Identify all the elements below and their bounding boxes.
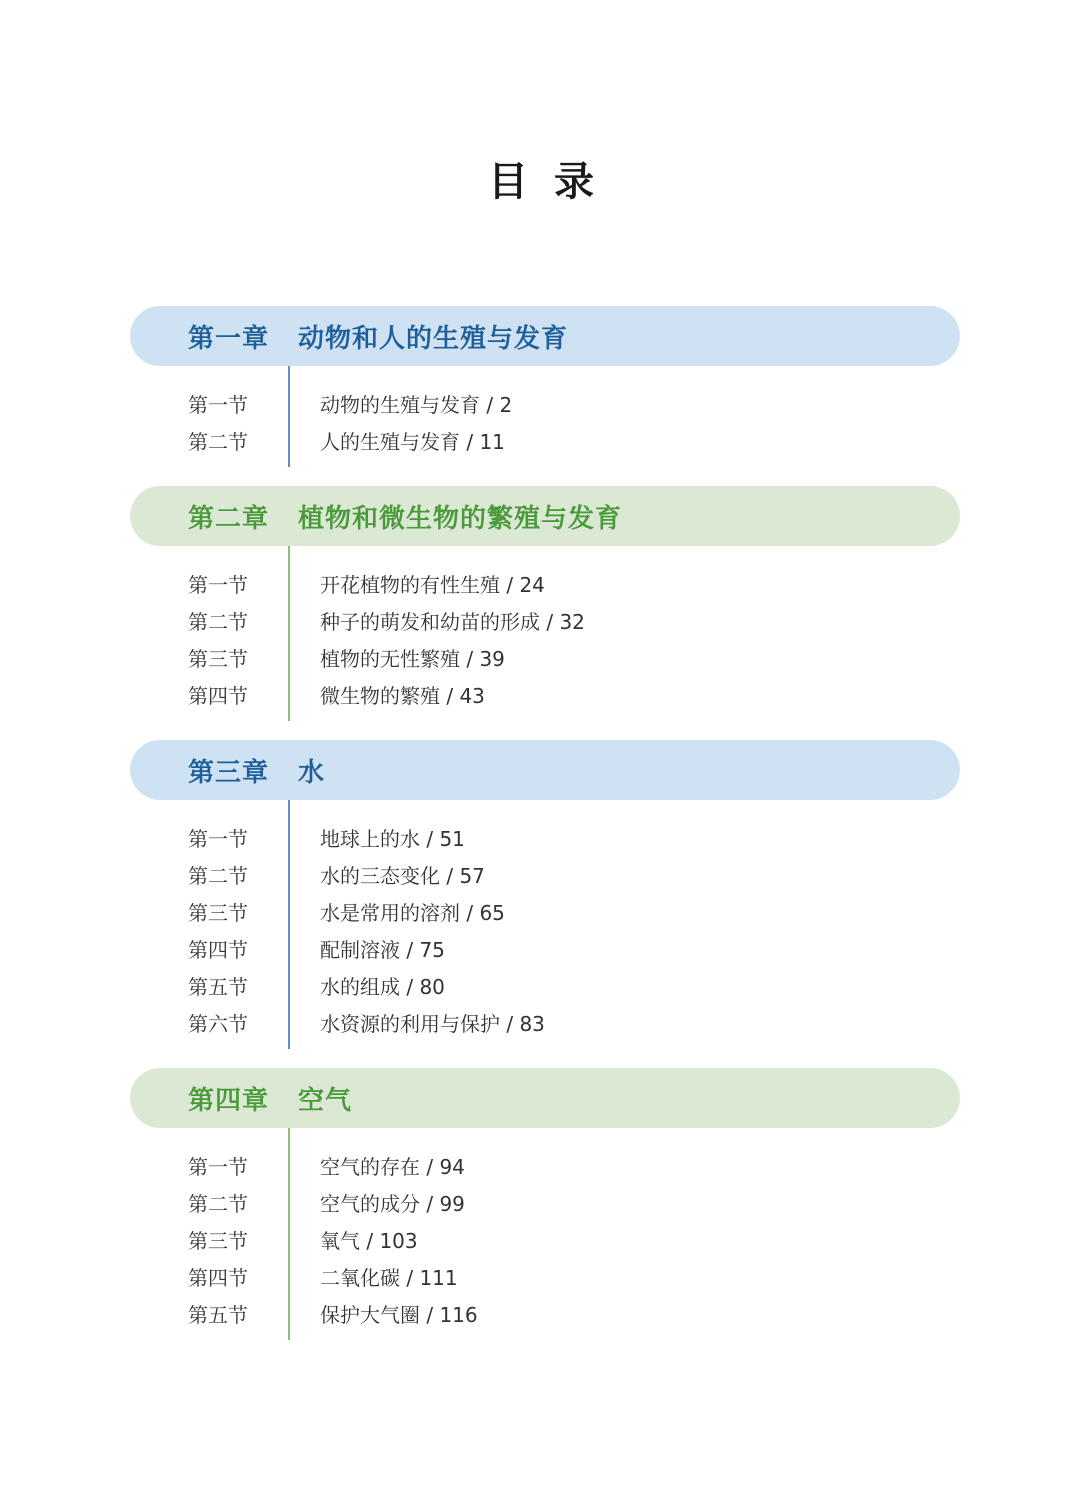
chapter-number: 第二章 <box>188 503 270 534</box>
section-item[interactable] <box>130 676 960 713</box>
section-title: 种子的萌发和幼苗的形成 / 32 <box>320 610 585 634</box>
section-item[interactable] <box>130 1221 960 1258</box>
section-number: 第四节 <box>188 938 248 962</box>
chapter-header[interactable] <box>130 306 960 366</box>
section-list <box>130 800 960 1049</box>
section-number: 第一节 <box>188 393 248 417</box>
section-number: 第一节 <box>188 573 248 597</box>
section-number: 第二节 <box>188 430 248 454</box>
section-item[interactable] <box>130 856 960 893</box>
section-number: 第五节 <box>188 975 248 999</box>
chapter-number: 第四章 <box>188 1085 270 1116</box>
section-number: 第三节 <box>188 901 248 925</box>
section-title: 开花植物的有性生殖 / 24 <box>320 573 545 597</box>
section-item[interactable] <box>130 1147 960 1184</box>
section-title: 水的组成 / 80 <box>320 975 445 999</box>
page-title: 目 录 <box>488 159 600 205</box>
section-number: 第一节 <box>188 1155 248 1179</box>
section-title: 人的生殖与发育 / 11 <box>320 430 505 454</box>
section-item[interactable] <box>130 1004 960 1041</box>
section-number: 第三节 <box>188 647 248 671</box>
chapter-title: 植物和微生物的繁殖与发育 <box>298 503 623 534</box>
section-item[interactable] <box>130 1184 960 1221</box>
section-list <box>130 546 960 721</box>
section-title: 水的三态变化 / 57 <box>320 864 485 888</box>
section-number: 第二节 <box>188 1192 248 1216</box>
section-title: 二氧化碳 / 111 <box>320 1266 458 1290</box>
section-number: 第二节 <box>188 610 248 634</box>
chapter-header[interactable] <box>130 486 960 546</box>
section-item[interactable] <box>130 930 960 967</box>
section-title: 保护大气圈 / 116 <box>320 1303 478 1327</box>
section-title: 植物的无性繁殖 / 39 <box>320 647 505 671</box>
chapter-title: 水 <box>298 757 326 788</box>
section-list <box>130 366 960 467</box>
chapter-3 <box>130 740 960 1049</box>
section-title: 地球上的水 / 51 <box>320 827 465 851</box>
section-item[interactable] <box>130 1258 960 1295</box>
chapter-title: 动物和人的生殖与发育 <box>298 323 569 354</box>
section-number: 第六节 <box>188 1012 248 1036</box>
section-number: 第一节 <box>188 827 248 851</box>
section-title: 水资源的利用与保护 / 83 <box>320 1012 545 1036</box>
section-item[interactable] <box>130 967 960 1004</box>
section-number: 第三节 <box>188 1229 248 1253</box>
chapter-title: 空气 <box>298 1085 353 1116</box>
chapter-number: 第一章 <box>188 323 270 354</box>
section-item[interactable] <box>130 819 960 856</box>
section-item[interactable] <box>130 385 960 422</box>
section-item[interactable] <box>130 602 960 639</box>
chapter-1 <box>130 306 960 467</box>
section-item[interactable] <box>130 639 960 676</box>
section-item[interactable] <box>130 565 960 602</box>
section-item[interactable] <box>130 893 960 930</box>
section-number: 第二节 <box>188 864 248 888</box>
section-number: 第五节 <box>188 1303 248 1327</box>
section-title: 微生物的繁殖 / 43 <box>320 684 485 708</box>
section-item[interactable] <box>130 1295 960 1332</box>
section-number: 第四节 <box>188 684 248 708</box>
section-list <box>130 1128 960 1340</box>
section-number: 第四节 <box>188 1266 248 1290</box>
chapter-4 <box>130 1068 960 1340</box>
section-title: 水是常用的溶剂 / 65 <box>320 901 505 925</box>
section-item[interactable] <box>130 422 960 459</box>
section-title: 空气的成分 / 99 <box>320 1192 465 1216</box>
chapter-header[interactable] <box>130 740 960 800</box>
section-title: 配制溶液 / 75 <box>320 938 445 962</box>
section-title: 动物的生殖与发育 / 2 <box>320 393 513 417</box>
section-title: 空气的存在 / 94 <box>320 1155 465 1179</box>
chapter-number: 第三章 <box>188 757 270 788</box>
section-title: 氧气 / 103 <box>320 1229 418 1253</box>
chapter-2 <box>130 486 960 721</box>
chapter-header[interactable] <box>130 1068 960 1128</box>
